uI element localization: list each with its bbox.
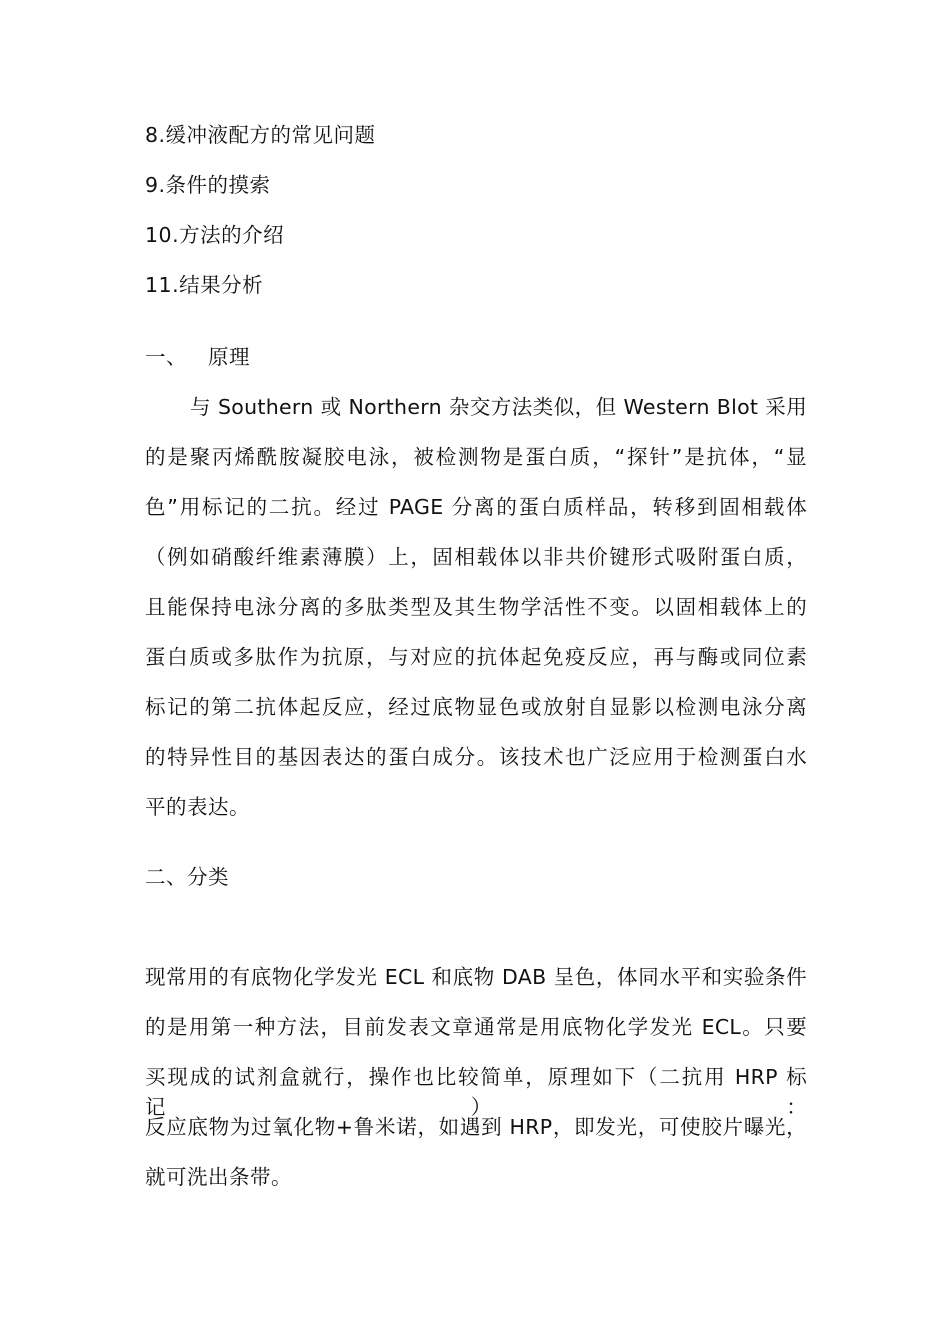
paragraph-line: 现常用的有底物化学发光 ECL 和底物 DAB 呈色，体同水平和实验条件 <box>145 965 807 989</box>
section-heading-classification: 二、分类 <box>145 865 229 889</box>
paragraph-line: 的特异性目的基因表达的蛋白成分。该技术也广泛应用于检测蛋白水 <box>145 745 807 769</box>
toc-item: 10.方法的介绍 <box>145 223 285 247</box>
paragraph-line: 买现成的试剂盒就行，操作也比较简单，原理如下（二抗用 HRP 标记）： <box>145 1065 807 1119</box>
paragraph-line: 就可洗出条带。 <box>145 1165 292 1189</box>
paragraph-line: 标记的第二抗体起反应，经过底物显色或放射自显影以检测电泳分离 <box>145 695 807 719</box>
paragraph-line: 与 Southern 或 Northern 杂交方法类似，但 Western Blot 采用 <box>190 395 807 419</box>
paragraph-line: 的是用第一种方法，目前发表文章通常是用底物化学发光 ECL。只要 <box>145 1015 807 1039</box>
toc-item: 11.结果分析 <box>145 273 264 297</box>
paragraph-line: 色”用标记的二抗。经过 PAGE 分离的蛋白质样品，转移到固相载体 <box>145 495 807 519</box>
paragraph-line: 的是聚丙烯酰胺凝胶电泳，被检测物是蛋白质，“探针”是抗体，“显 <box>145 445 807 469</box>
paragraph-line: 蛋白质或多肽作为抗原，与对应的抗体起免疫反应，再与酶或同位素 <box>145 645 807 669</box>
paragraph-line: 平的表达。 <box>145 795 250 819</box>
paragraph-line: 反应底物为过氧化物+鲁米诺，如遇到 HRP，即发光，可使胶片曝光， <box>145 1115 807 1139</box>
toc-item: 8.缓冲液配方的常见问题 <box>145 123 376 147</box>
toc-item: 9.条件的摸索 <box>145 173 271 197</box>
section-heading-principle: 一、 原理 <box>145 345 251 369</box>
paragraph-line: 且能保持电泳分离的多肽类型及其生物学活性不变。以固相载体上的 <box>145 595 807 619</box>
paragraph-line: （例如硝酸纤维素薄膜）上，固相载体以非共价键形式吸附蛋白质， <box>145 545 807 569</box>
